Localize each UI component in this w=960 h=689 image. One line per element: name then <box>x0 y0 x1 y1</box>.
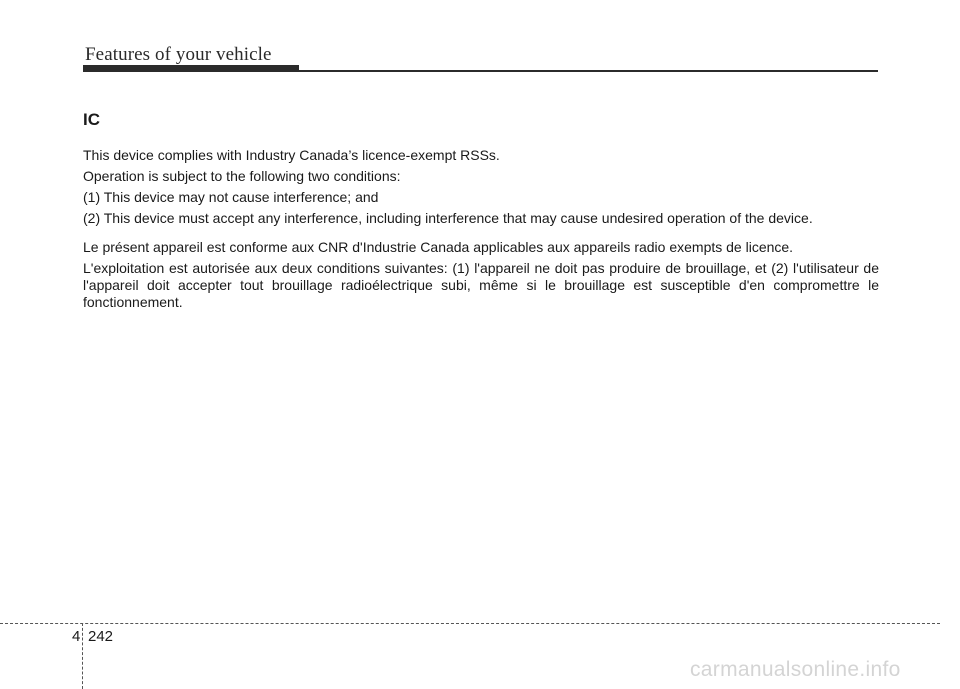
section-title: IC <box>83 110 100 129</box>
header-rule <box>83 70 878 72</box>
footer-rule <box>0 623 940 624</box>
paragraph-conditions: Operation is subject to the following two conditions: <box>83 168 401 184</box>
header-title: Features of your vehicle <box>85 44 272 65</box>
page-content <box>83 110 879 315</box>
paragraph-compliance: This device complies with Industry Canada’s licence-exempt RSSs. <box>83 147 500 163</box>
page-number: 242 <box>88 628 114 645</box>
chapter-number: 4 <box>72 628 81 645</box>
footer-divider <box>82 623 83 689</box>
paragraph-french-conditions: L'exploitation est autorisée aux deux conditions suivantes: (1) l'appareil ne doit pas produire de brouillage, et (2) l'utilisateur de l'appareil doit accepter tout brouillage radioélectrique subi, même si le brouillage est susceptible d'en compromettre le fonctionnement. <box>83 260 879 310</box>
watermark: carmanualsonline.info <box>690 658 901 681</box>
paragraph-french-compliance: Le présent appareil est conforme aux CNR d'Industrie Canada applicables aux appareils radio exempts de licence. <box>83 239 794 255</box>
paragraph-condition-1: (1) This device may not cause interference; and <box>83 189 379 205</box>
paragraph-condition-2: (2) This device must accept any interference, including interference that may cause undesired operation of the device. <box>83 210 813 226</box>
